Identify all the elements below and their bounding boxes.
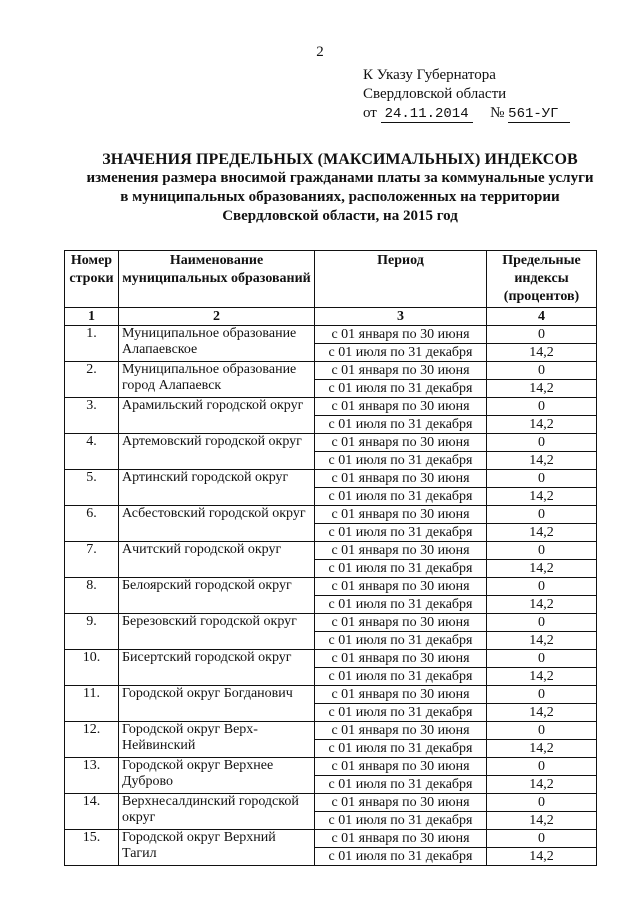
period-second-half: с 01 июля по 31 декабря — [315, 452, 487, 470]
municipality-name: Городской округ Верхний Тагил — [119, 830, 315, 866]
municipality-name: Арамильский городской округ — [119, 398, 315, 434]
row-number: 12. — [65, 722, 119, 758]
period-second-half: с 01 июля по 31 декабря — [315, 632, 487, 650]
period-first-half: с 01 января по 30 июня — [315, 614, 487, 632]
period-second-half: с 01 июля по 31 декабря — [315, 776, 487, 794]
annex-number: 561-УГ — [508, 107, 570, 123]
annex-line-1: К Указу Губернатора — [363, 67, 496, 83]
table-row — [65, 614, 597, 632]
period-second-half: с 01 июля по 31 декабря — [315, 812, 487, 830]
title-line-3: в муниципальных образованиях, расположенных на территории — [120, 189, 560, 205]
title-line-4: Свердловской области, на 2015 год — [222, 208, 458, 224]
municipality-name: Березовский городской округ — [119, 614, 315, 650]
column-number: 3 — [315, 308, 487, 326]
period-first-half: с 01 января по 30 июня — [315, 722, 487, 740]
period-second-half: с 01 июля по 31 декабря — [315, 488, 487, 506]
table-row — [65, 722, 597, 740]
municipality-name: Муниципальное образование Алапаевское — [119, 326, 315, 362]
index-first-half: 0 — [487, 578, 597, 596]
index-first-half: 0 — [487, 650, 597, 668]
index-second-half: 14,2 — [487, 668, 597, 686]
index-second-half: 14,2 — [487, 524, 597, 542]
table-row — [65, 830, 597, 848]
period-first-half: с 01 января по 30 июня — [315, 578, 487, 596]
row-number: 10. — [65, 650, 119, 686]
index-first-half: 0 — [487, 614, 597, 632]
row-number: 2. — [65, 362, 119, 398]
index-first-half: 0 — [487, 506, 597, 524]
table-row — [65, 362, 597, 380]
index-first-half: 0 — [487, 398, 597, 416]
index-first-half: 0 — [487, 686, 597, 704]
header-period: Период — [315, 251, 487, 308]
indices-table — [64, 250, 597, 866]
period-first-half: с 01 января по 30 июня — [315, 830, 487, 848]
annex-number-prefix: № — [490, 105, 505, 121]
period-second-half: с 01 июля по 31 декабря — [315, 596, 487, 614]
table-row — [65, 398, 597, 416]
table-row — [65, 470, 597, 488]
municipality-name: Ачитский городской округ — [119, 542, 315, 578]
row-number: 11. — [65, 686, 119, 722]
column-number-row — [65, 308, 597, 326]
index-second-half: 14,2 — [487, 344, 597, 362]
page-number: 2 — [316, 44, 324, 60]
index-second-half: 14,2 — [487, 776, 597, 794]
annex-block — [363, 66, 570, 123]
index-first-half: 0 — [487, 794, 597, 812]
period-first-half: с 01 января по 30 июня — [315, 362, 487, 380]
period-second-half: с 01 июля по 31 декабря — [315, 560, 487, 578]
index-first-half: 0 — [487, 470, 597, 488]
municipality-name: Асбестовский городской округ — [119, 506, 315, 542]
index-first-half: 0 — [487, 362, 597, 380]
period-second-half: с 01 июля по 31 декабря — [315, 668, 487, 686]
annex-date-line — [363, 104, 570, 123]
document-title — [40, 150, 640, 226]
municipality-name: Городской округ Верхнее Дуброво — [119, 758, 315, 794]
index-first-half: 0 — [487, 434, 597, 452]
index-first-half: 0 — [487, 830, 597, 848]
index-first-half: 0 — [487, 326, 597, 344]
index-second-half: 14,2 — [487, 380, 597, 398]
header-indices: Предельные индексы (процентов) — [487, 251, 597, 308]
row-number: 13. — [65, 758, 119, 794]
column-number: 2 — [119, 308, 315, 326]
index-second-half: 14,2 — [487, 632, 597, 650]
row-number: 7. — [65, 542, 119, 578]
table-row — [65, 506, 597, 524]
period-first-half: с 01 января по 30 июня — [315, 506, 487, 524]
index-second-half: 14,2 — [487, 848, 597, 866]
period-second-half: с 01 июля по 31 декабря — [315, 416, 487, 434]
row-number: 15. — [65, 830, 119, 866]
row-number: 8. — [65, 578, 119, 614]
index-second-half: 14,2 — [487, 704, 597, 722]
municipality-name: Белоярский городской округ — [119, 578, 315, 614]
index-second-half: 14,2 — [487, 416, 597, 434]
period-first-half: с 01 января по 30 июня — [315, 398, 487, 416]
index-first-half: 0 — [487, 722, 597, 740]
table-row — [65, 686, 597, 704]
index-first-half: 0 — [487, 542, 597, 560]
period-first-half: с 01 января по 30 июня — [315, 326, 487, 344]
annex-date-prefix: от — [363, 105, 377, 121]
period-first-half: с 01 января по 30 июня — [315, 542, 487, 560]
title-line-2: изменения размера вносимой гражданами платы за коммунальные услуги — [86, 170, 594, 186]
municipality-name: Артинский городской округ — [119, 470, 315, 506]
index-second-half: 14,2 — [487, 812, 597, 830]
index-second-half: 14,2 — [487, 740, 597, 758]
table-row — [65, 578, 597, 596]
title-line-1: ЗНАЧЕНИЯ ПРЕДЕЛЬНЫХ (МАКСИМАЛЬНЫХ) ИНДЕКСОВ — [102, 151, 578, 168]
index-second-half: 14,2 — [487, 560, 597, 578]
table-row — [65, 434, 597, 452]
period-first-half: с 01 января по 30 июня — [315, 686, 487, 704]
municipality-name: Бисертский городской округ — [119, 650, 315, 686]
period-second-half: с 01 июля по 31 декабря — [315, 344, 487, 362]
period-second-half: с 01 июля по 31 декабря — [315, 740, 487, 758]
table-row — [65, 794, 597, 812]
municipality-name: Городской округ Верх-Нейвинский — [119, 722, 315, 758]
period-first-half: с 01 января по 30 июня — [315, 434, 487, 452]
annex-line-2: Свердловской области — [363, 86, 507, 102]
table-body — [65, 308, 597, 866]
annex-date: 24.11.2014 — [381, 107, 473, 123]
table-row — [65, 650, 597, 668]
municipality-name: Артемовский городской округ — [119, 434, 315, 470]
table-row — [65, 758, 597, 776]
column-number: 1 — [65, 308, 119, 326]
index-second-half: 14,2 — [487, 596, 597, 614]
row-number: 4. — [65, 434, 119, 470]
period-first-half: с 01 января по 30 июня — [315, 794, 487, 812]
period-second-half: с 01 июля по 31 декабря — [315, 380, 487, 398]
period-second-half: с 01 июля по 31 декабря — [315, 848, 487, 866]
period-second-half: с 01 июля по 31 декабря — [315, 524, 487, 542]
period-first-half: с 01 января по 30 июня — [315, 758, 487, 776]
period-first-half: с 01 января по 30 июня — [315, 650, 487, 668]
municipality-name: Верхнесалдинский городской округ — [119, 794, 315, 830]
municipality-name: Городской округ Богданович — [119, 686, 315, 722]
row-number: 5. — [65, 470, 119, 506]
column-number: 4 — [487, 308, 597, 326]
header-row-number: Номер строки — [65, 251, 119, 308]
index-first-half: 0 — [487, 758, 597, 776]
index-second-half: 14,2 — [487, 488, 597, 506]
index-second-half: 14,2 — [487, 452, 597, 470]
header-municipality: Наименование муниципальных образований — [119, 251, 315, 308]
row-number: 9. — [65, 614, 119, 650]
municipality-name: Муниципальное образование город Алапаевск — [119, 362, 315, 398]
row-number: 3. — [65, 398, 119, 434]
period-second-half: с 01 июля по 31 декабря — [315, 704, 487, 722]
table-row — [65, 542, 597, 560]
row-number: 6. — [65, 506, 119, 542]
row-number: 14. — [65, 794, 119, 830]
row-number: 1. — [65, 326, 119, 362]
period-first-half: с 01 января по 30 июня — [315, 470, 487, 488]
table-row — [65, 326, 597, 344]
